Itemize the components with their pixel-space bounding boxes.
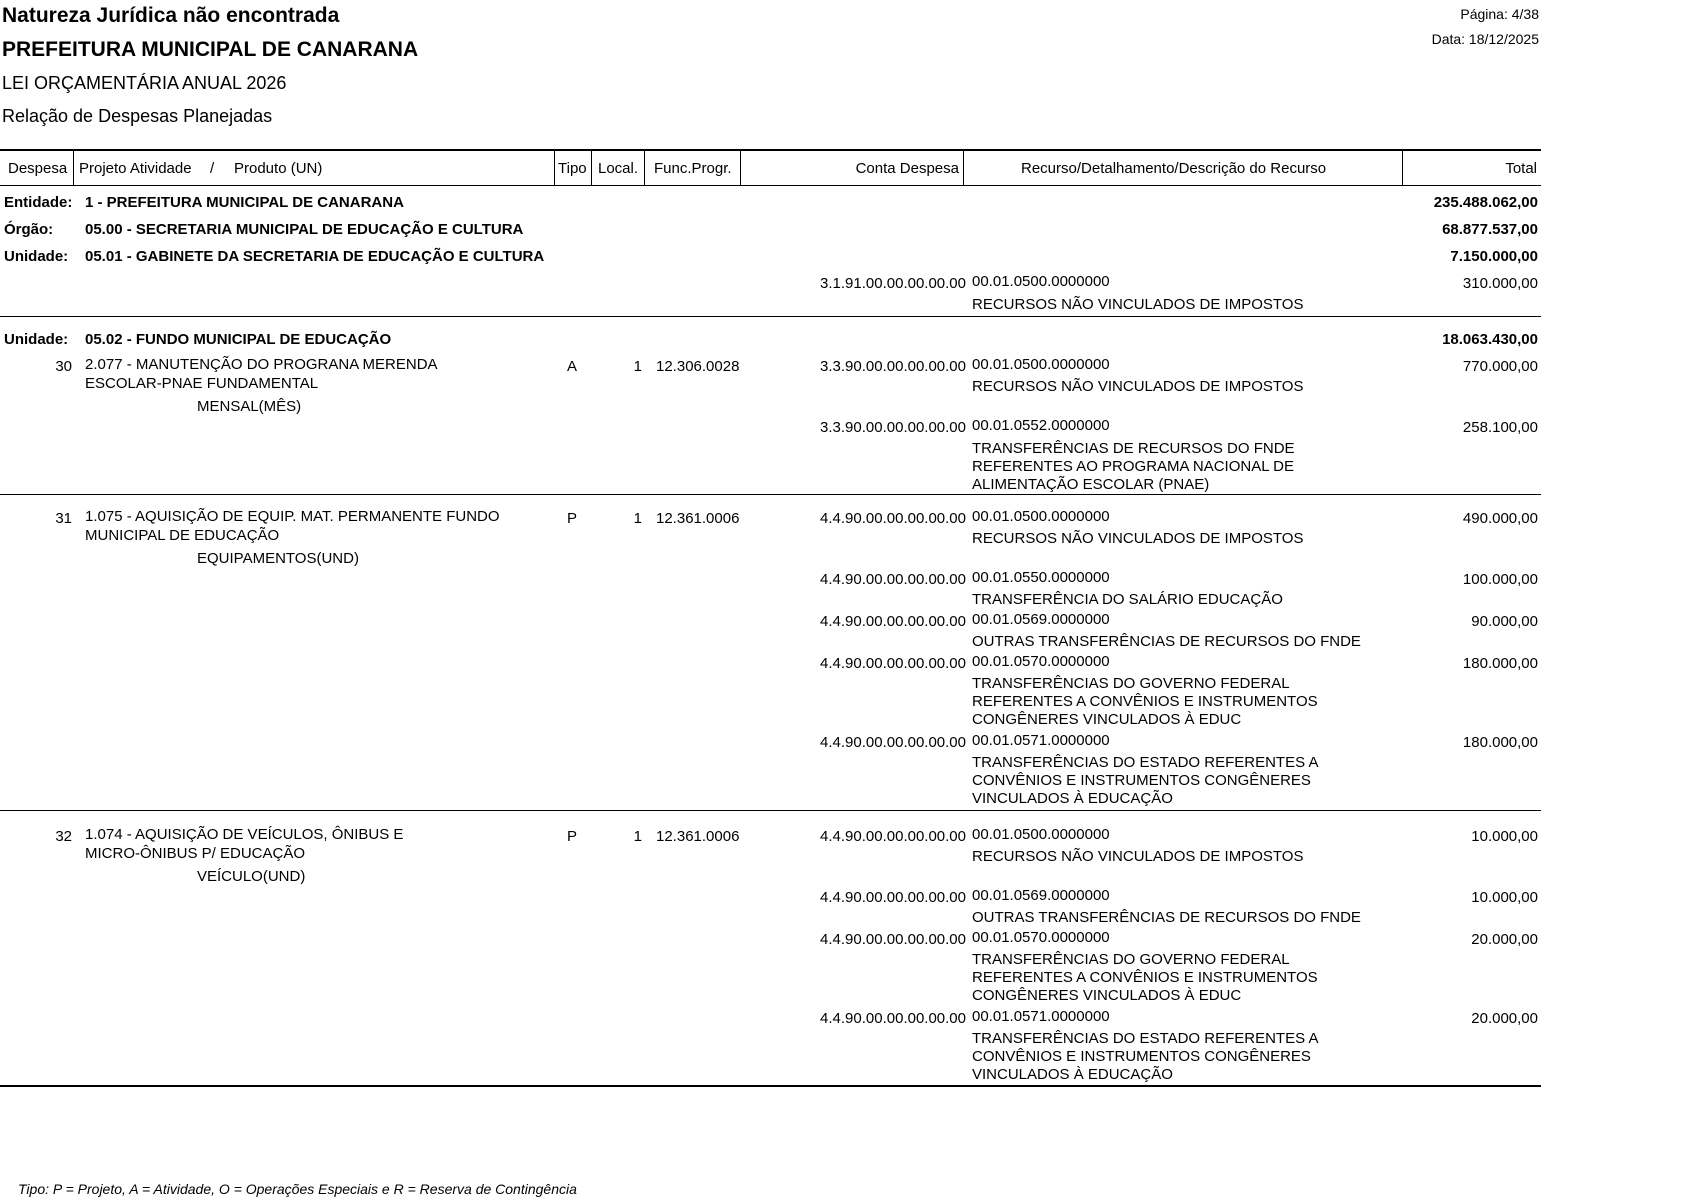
- local-value: 1: [633, 510, 642, 527]
- section-rule: [0, 316, 1541, 317]
- column-divider: [554, 150, 555, 185]
- col-despesa: Despesa: [8, 160, 68, 177]
- conta-despesa: 4.4.90.00.00.00.00.00: [820, 734, 966, 751]
- recurso-description: TRANSFERÊNCIAS DO GOVERNO FEDERAL: [972, 675, 1290, 692]
- conta-despesa: 4.4.90.00.00.00.00.00: [820, 1010, 966, 1027]
- unidade-label: Unidade:: [4, 331, 69, 348]
- report-date: Data: 18/12/2025: [1431, 31, 1539, 47]
- projeto-atividade: 1.074 - AQUISIÇÃO DE VEÍCULOS, ÔNIBUS E: [85, 826, 404, 843]
- recurso-description: VINCULADOS À EDUCAÇÃO: [972, 1066, 1173, 1083]
- item-total: 180.000,00: [1462, 655, 1538, 672]
- item-total: 90.000,00: [1471, 613, 1538, 630]
- recurso-code: 00.01.0571.0000000: [972, 732, 1110, 749]
- footer-legend: Tipo: P = Projeto, A = Atividade, O = Operações Especiais e R = Reserva de Contingência: [18, 1181, 577, 1197]
- recurso-code: 00.01.0500.0000000: [972, 356, 1110, 373]
- recurso-code: 00.01.0570.0000000: [972, 653, 1110, 670]
- recurso-description: REFERENTES AO PROGRAMA NACIONAL DE: [972, 458, 1295, 475]
- col-slash: /: [210, 160, 215, 177]
- recurso-description: RECURSOS NÃO VINCULADOS DE IMPOSTOS: [972, 530, 1304, 547]
- item-total: 180.000,00: [1462, 734, 1538, 751]
- despesa-number: 32: [55, 828, 72, 845]
- report-description: Relação de Despesas Planejadas: [2, 106, 273, 126]
- recurso-description: TRANSFERÊNCIAS DO ESTADO REFERENTES A: [972, 1030, 1319, 1047]
- recurso-description: VINCULADOS À EDUCAÇÃO: [972, 790, 1173, 807]
- section-rule: [0, 494, 1541, 495]
- conta-despesa: 3.3.90.00.00.00.00.00: [820, 419, 966, 436]
- conta-despesa: 4.4.90.00.00.00.00.00: [820, 613, 966, 630]
- page-number: Página: 4/38: [1460, 6, 1539, 22]
- unidade-name: 05.02 - FUNDO MUNICIPAL DE EDUCAÇÃO: [85, 331, 392, 348]
- despesa-number: 31: [55, 510, 72, 527]
- recurso-description: TRANSFERÊNCIAS DO ESTADO REFERENTES A: [972, 754, 1319, 771]
- conta-despesa: 3.1.91.00.00.00.00.00: [820, 275, 966, 292]
- recurso-description: RECURSOS NÃO VINCULADOS DE IMPOSTOS: [972, 848, 1304, 865]
- produto-unidade: EQUIPAMENTOS(UND): [197, 550, 359, 567]
- projeto-atividade: 2.077 - MANUTENÇÃO DO PROGRANA MERENDA: [85, 356, 438, 373]
- entidade-label: Entidade:: [4, 194, 73, 211]
- recurso-description: REFERENTES A CONVÊNIOS E INSTRUMENTOS: [972, 693, 1318, 710]
- conta-despesa: 4.4.90.00.00.00.00.00: [820, 889, 966, 906]
- col-recurso: Recurso/Detalhamento/Descrição do Recurso: [1021, 160, 1327, 177]
- local-value: 1: [633, 828, 642, 845]
- recurso-description: RECURSOS NÃO VINCULADOS DE IMPOSTOS: [972, 296, 1304, 313]
- local-value: 1: [633, 358, 642, 375]
- column-divider: [1402, 150, 1403, 185]
- recurso-code: 00.01.0550.0000000: [972, 569, 1110, 586]
- col-tipo: Tipo: [558, 160, 587, 177]
- header-top-rule: [0, 149, 1541, 151]
- conta-despesa: 4.4.90.00.00.00.00.00: [820, 510, 966, 527]
- func-progr: 12.306.0028: [656, 358, 740, 375]
- item-total: 20.000,00: [1471, 931, 1538, 948]
- item-total: 10.000,00: [1471, 828, 1538, 845]
- col-conta: Conta Despesa: [855, 160, 959, 177]
- projeto-atividade-cont: MUNICIPAL DE EDUCAÇÃO: [85, 527, 280, 544]
- col-local: Local.: [598, 160, 639, 177]
- recurso-code: 00.01.0570.0000000: [972, 929, 1110, 946]
- recurso-code: 00.01.0569.0000000: [972, 611, 1110, 628]
- projeto-atividade-cont: ESCOLAR-PNAE FUNDAMENTAL: [85, 375, 319, 392]
- tipo-value: P: [567, 828, 578, 845]
- report-title: PREFEITURA MUNICIPAL DE CANARANA: [2, 38, 419, 61]
- orgao-label: Órgão:: [4, 221, 54, 238]
- produto-unidade: VEÍCULO(UND): [197, 868, 306, 885]
- func-progr: 12.361.0006: [656, 828, 740, 845]
- column-divider: [963, 150, 964, 185]
- projeto-atividade: 1.075 - AQUISIÇÃO DE EQUIP. MAT. PERMANENTE FUNDO: [85, 508, 500, 525]
- tipo-value: A: [567, 358, 578, 375]
- entidade-name: 1 - PREFEITURA MUNICIPAL DE CANARANA: [85, 194, 404, 211]
- recurso-description: REFERENTES A CONVÊNIOS E INSTRUMENTOS: [972, 969, 1318, 986]
- despesa-number: 30: [55, 358, 72, 375]
- item-total: 10.000,00: [1471, 889, 1538, 906]
- recurso-description: ALIMENTAÇÃO ESCOLAR (PNAE): [972, 476, 1210, 493]
- report-line-1: Natureza Jurídica não encontrada: [2, 4, 340, 27]
- column-divider: [73, 150, 74, 185]
- orgao-total: 68.877.537,00: [1442, 221, 1538, 238]
- recurso-code: 00.01.0571.0000000: [972, 1008, 1110, 1025]
- unidade-name: 05.01 - GABINETE DA SECRETARIA DE EDUCAÇÃO E CULTURA: [85, 248, 545, 265]
- column-divider: [644, 150, 645, 185]
- func-progr: 12.361.0006: [656, 510, 740, 527]
- header-bottom-rule: [0, 185, 1541, 186]
- recurso-code: 00.01.0500.0000000: [972, 826, 1110, 843]
- recurso-code: 00.01.0500.0000000: [972, 273, 1110, 290]
- item-total: 100.000,00: [1462, 571, 1538, 588]
- recurso-code: 00.01.0500.0000000: [972, 508, 1110, 525]
- item-total: 258.100,00: [1462, 419, 1538, 436]
- recurso-description: CONGÊNERES VINCULADOS À EDUC: [972, 987, 1242, 1004]
- recurso-description: OUTRAS TRANSFERÊNCIAS DE RECURSOS DO FNDE: [972, 909, 1361, 926]
- unidade-total: 18.063.430,00: [1442, 331, 1538, 348]
- recurso-description: CONVÊNIOS E INSTRUMENTOS CONGÊNERES: [972, 772, 1311, 789]
- recurso-description: OUTRAS TRANSFERÊNCIAS DE RECURSOS DO FNDE: [972, 633, 1361, 650]
- tipo-value: P: [567, 510, 578, 527]
- report-subtitle: LEI ORÇAMENTÁRIA ANUAL 2026: [2, 73, 287, 93]
- section-rule: [0, 810, 1541, 811]
- unidade-total: 7.150.000,00: [1450, 248, 1538, 265]
- recurso-description: CONGÊNERES VINCULADOS À EDUC: [972, 711, 1242, 728]
- recurso-description: CONVÊNIOS E INSTRUMENTOS CONGÊNERES: [972, 1048, 1311, 1065]
- entidade-total: 235.488.062,00: [1433, 194, 1538, 211]
- conta-despesa: 4.4.90.00.00.00.00.00: [820, 931, 966, 948]
- item-total: 310.000,00: [1462, 275, 1538, 292]
- item-total: 20.000,00: [1471, 1010, 1538, 1027]
- orgao-name: 05.00 - SECRETARIA MUNICIPAL DE EDUCAÇÃO E CULTURA: [85, 221, 524, 238]
- table-bottom-rule: [0, 1085, 1541, 1087]
- col-projeto: Projeto Atividade: [79, 160, 192, 177]
- col-produto: Produto (UN): [234, 160, 323, 177]
- col-total: Total: [1505, 160, 1537, 177]
- conta-despesa: 4.4.90.00.00.00.00.00: [820, 571, 966, 588]
- recurso-description: TRANSFERÊNCIA DO SALÁRIO EDUCAÇÃO: [972, 591, 1283, 608]
- item-total: 770.000,00: [1462, 358, 1538, 375]
- column-divider: [740, 150, 741, 185]
- recurso-code: 00.01.0569.0000000: [972, 887, 1110, 904]
- col-func: Func.Progr.: [654, 160, 732, 177]
- item-total: 490.000,00: [1462, 510, 1538, 527]
- conta-despesa: 4.4.90.00.00.00.00.00: [820, 828, 966, 845]
- column-divider: [591, 150, 592, 185]
- recurso-description: TRANSFERÊNCIAS DO GOVERNO FEDERAL: [972, 951, 1290, 968]
- recurso-description: RECURSOS NÃO VINCULADOS DE IMPOSTOS: [972, 378, 1304, 395]
- produto-unidade: MENSAL(MÊS): [197, 398, 302, 415]
- recurso-description: TRANSFERÊNCIAS DE RECURSOS DO FNDE: [972, 440, 1295, 457]
- conta-despesa: 3.3.90.00.00.00.00.00: [820, 358, 966, 375]
- projeto-atividade-cont: MICRO-ÔNIBUS P/ EDUCAÇÃO: [85, 845, 306, 862]
- conta-despesa: 4.4.90.00.00.00.00.00: [820, 655, 966, 672]
- unidade-label: Unidade:: [4, 248, 69, 265]
- recurso-code: 00.01.0552.0000000: [972, 417, 1110, 434]
